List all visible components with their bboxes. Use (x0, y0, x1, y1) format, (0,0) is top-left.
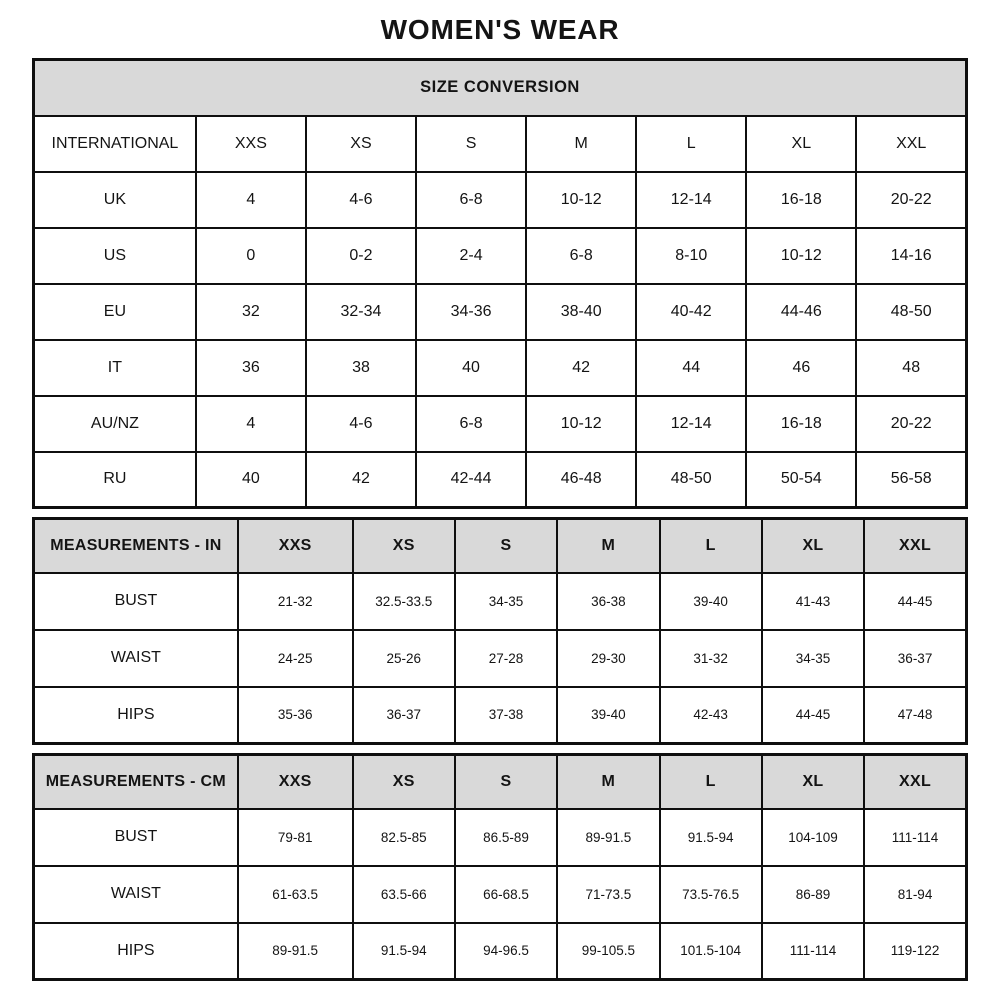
table-banner: SIZE CONVERSION (34, 60, 967, 116)
value-cell: 40 (416, 340, 526, 396)
value-cell: 27-28 (455, 630, 557, 687)
value-cell: 111-114 (864, 809, 966, 866)
measurements-in-table (32, 517, 968, 745)
value-cell: 10-12 (746, 228, 856, 284)
value-cell: 66-68.5 (455, 866, 557, 923)
col-header-size: XS (353, 755, 455, 809)
value-cell: 48-50 (856, 284, 966, 340)
value-cell: 31-32 (660, 630, 762, 687)
value-cell: 2-4 (416, 228, 526, 284)
value-cell: 32 (196, 284, 306, 340)
row-label: WAIST (34, 866, 238, 923)
value-cell: 89-91.5 (238, 923, 353, 980)
value-cell: 91.5-94 (660, 809, 762, 866)
value-cell: 91.5-94 (353, 923, 455, 980)
value-cell: 0-2 (306, 228, 416, 284)
value-cell: 6-8 (416, 172, 526, 228)
value-cell: 36-37 (353, 687, 455, 744)
value-cell: 73.5-76.5 (660, 866, 762, 923)
value-cell: 34-36 (416, 284, 526, 340)
value-cell: 48 (856, 340, 966, 396)
col-header-size: XL (762, 519, 864, 573)
value-cell: 25-26 (353, 630, 455, 687)
value-cell: 104-109 (762, 809, 864, 866)
value-cell: 10-12 (526, 172, 636, 228)
column-header-row (34, 519, 967, 573)
size-conversion-table (32, 58, 968, 509)
col-header-size: XXS (238, 755, 353, 809)
row-label: IT (34, 340, 196, 396)
col-header-size: S (416, 116, 526, 172)
value-cell: 38-40 (526, 284, 636, 340)
value-cell: 12-14 (636, 396, 746, 452)
value-cell: 6-8 (526, 228, 636, 284)
value-cell: 34-35 (762, 630, 864, 687)
col-header-size: L (660, 755, 762, 809)
value-cell: 36-38 (557, 573, 659, 630)
value-cell: 42 (526, 340, 636, 396)
col-header-size: XS (306, 116, 416, 172)
value-cell: 111-114 (762, 923, 864, 980)
col-header-label: MEASUREMENTS - CM (34, 755, 238, 809)
col-header-size: XXS (238, 519, 353, 573)
value-cell: 4 (196, 396, 306, 452)
col-header-size: XXL (864, 755, 966, 809)
value-cell: 94-96.5 (455, 923, 557, 980)
column-header-row (34, 755, 967, 809)
table-row (34, 172, 967, 228)
value-cell: 42 (306, 452, 416, 508)
value-cell: 41-43 (762, 573, 864, 630)
row-label: UK (34, 172, 196, 228)
value-cell: 8-10 (636, 228, 746, 284)
value-cell: 10-12 (526, 396, 636, 452)
col-header-size: M (557, 519, 659, 573)
row-label: WAIST (34, 630, 238, 687)
value-cell: 46 (746, 340, 856, 396)
value-cell: 101.5-104 (660, 923, 762, 980)
row-label: US (34, 228, 196, 284)
value-cell: 12-14 (636, 172, 746, 228)
table-row (34, 923, 967, 980)
value-cell: 24-25 (238, 630, 353, 687)
value-cell: 61-63.5 (238, 866, 353, 923)
row-label: EU (34, 284, 196, 340)
value-cell: 89-91.5 (557, 809, 659, 866)
table-row (34, 228, 967, 284)
value-cell: 40-42 (636, 284, 746, 340)
value-cell: 44-45 (762, 687, 864, 744)
value-cell: 86.5-89 (455, 809, 557, 866)
row-label: HIPS (34, 687, 238, 744)
value-cell: 40 (196, 452, 306, 508)
value-cell: 36 (196, 340, 306, 396)
table-row (34, 630, 967, 687)
value-cell: 6-8 (416, 396, 526, 452)
col-header-label: INTERNATIONAL (34, 116, 196, 172)
value-cell: 81-94 (864, 866, 966, 923)
value-cell: 82.5-85 (353, 809, 455, 866)
value-cell: 38 (306, 340, 416, 396)
table-row (34, 340, 967, 396)
value-cell: 48-50 (636, 452, 746, 508)
table-row (34, 284, 967, 340)
value-cell: 34-35 (455, 573, 557, 630)
value-cell: 44 (636, 340, 746, 396)
value-cell: 42-44 (416, 452, 526, 508)
value-cell: 21-32 (238, 573, 353, 630)
value-cell: 56-58 (856, 452, 966, 508)
value-cell: 47-48 (864, 687, 966, 744)
col-header-size: XXL (864, 519, 966, 573)
col-header-label: MEASUREMENTS - IN (34, 519, 238, 573)
col-header-size: M (557, 755, 659, 809)
value-cell: 86-89 (762, 866, 864, 923)
measurements-cm-table (32, 753, 968, 981)
row-label: BUST (34, 809, 238, 866)
value-cell: 0 (196, 228, 306, 284)
row-label: HIPS (34, 923, 238, 980)
column-header-row (34, 116, 967, 172)
value-cell: 42-43 (660, 687, 762, 744)
table-row (34, 573, 967, 630)
row-label: BUST (34, 573, 238, 630)
table-row (34, 866, 967, 923)
value-cell: 16-18 (746, 172, 856, 228)
value-cell: 46-48 (526, 452, 636, 508)
table-row (34, 452, 967, 508)
value-cell: 4 (196, 172, 306, 228)
value-cell: 71-73.5 (557, 866, 659, 923)
value-cell: 35-36 (238, 687, 353, 744)
value-cell: 39-40 (557, 687, 659, 744)
table-banner-row (34, 60, 967, 116)
value-cell: 4-6 (306, 172, 416, 228)
value-cell: 29-30 (557, 630, 659, 687)
value-cell: 20-22 (856, 172, 966, 228)
value-cell: 14-16 (856, 228, 966, 284)
value-cell: 37-38 (455, 687, 557, 744)
col-header-size: L (636, 116, 746, 172)
value-cell: 36-37 (864, 630, 966, 687)
col-header-size: XL (762, 755, 864, 809)
col-header-size: S (455, 519, 557, 573)
row-label: RU (34, 452, 196, 508)
value-cell: 50-54 (746, 452, 856, 508)
col-header-size: M (526, 116, 636, 172)
value-cell: 32-34 (306, 284, 416, 340)
table-row (34, 687, 967, 744)
table-row (34, 396, 967, 452)
value-cell: 63.5-66 (353, 866, 455, 923)
value-cell: 39-40 (660, 573, 762, 630)
value-cell: 20-22 (856, 396, 966, 452)
row-label: AU/NZ (34, 396, 196, 452)
value-cell: 44-46 (746, 284, 856, 340)
value-cell: 44-45 (864, 573, 966, 630)
col-header-size: L (660, 519, 762, 573)
col-header-size: S (455, 755, 557, 809)
page-title: WOMEN'S WEAR (380, 14, 620, 45)
value-cell: 32.5-33.5 (353, 573, 455, 630)
value-cell: 16-18 (746, 396, 856, 452)
col-header-size: XXS (196, 116, 306, 172)
table-row (34, 809, 967, 866)
col-header-size: XXL (856, 116, 966, 172)
col-header-size: XS (353, 519, 455, 573)
value-cell: 119-122 (864, 923, 966, 980)
value-cell: 79-81 (238, 809, 353, 866)
value-cell: 99-105.5 (557, 923, 659, 980)
size-chart-sheet (32, 0, 968, 981)
value-cell: 4-6 (306, 396, 416, 452)
col-header-size: XL (746, 116, 856, 172)
